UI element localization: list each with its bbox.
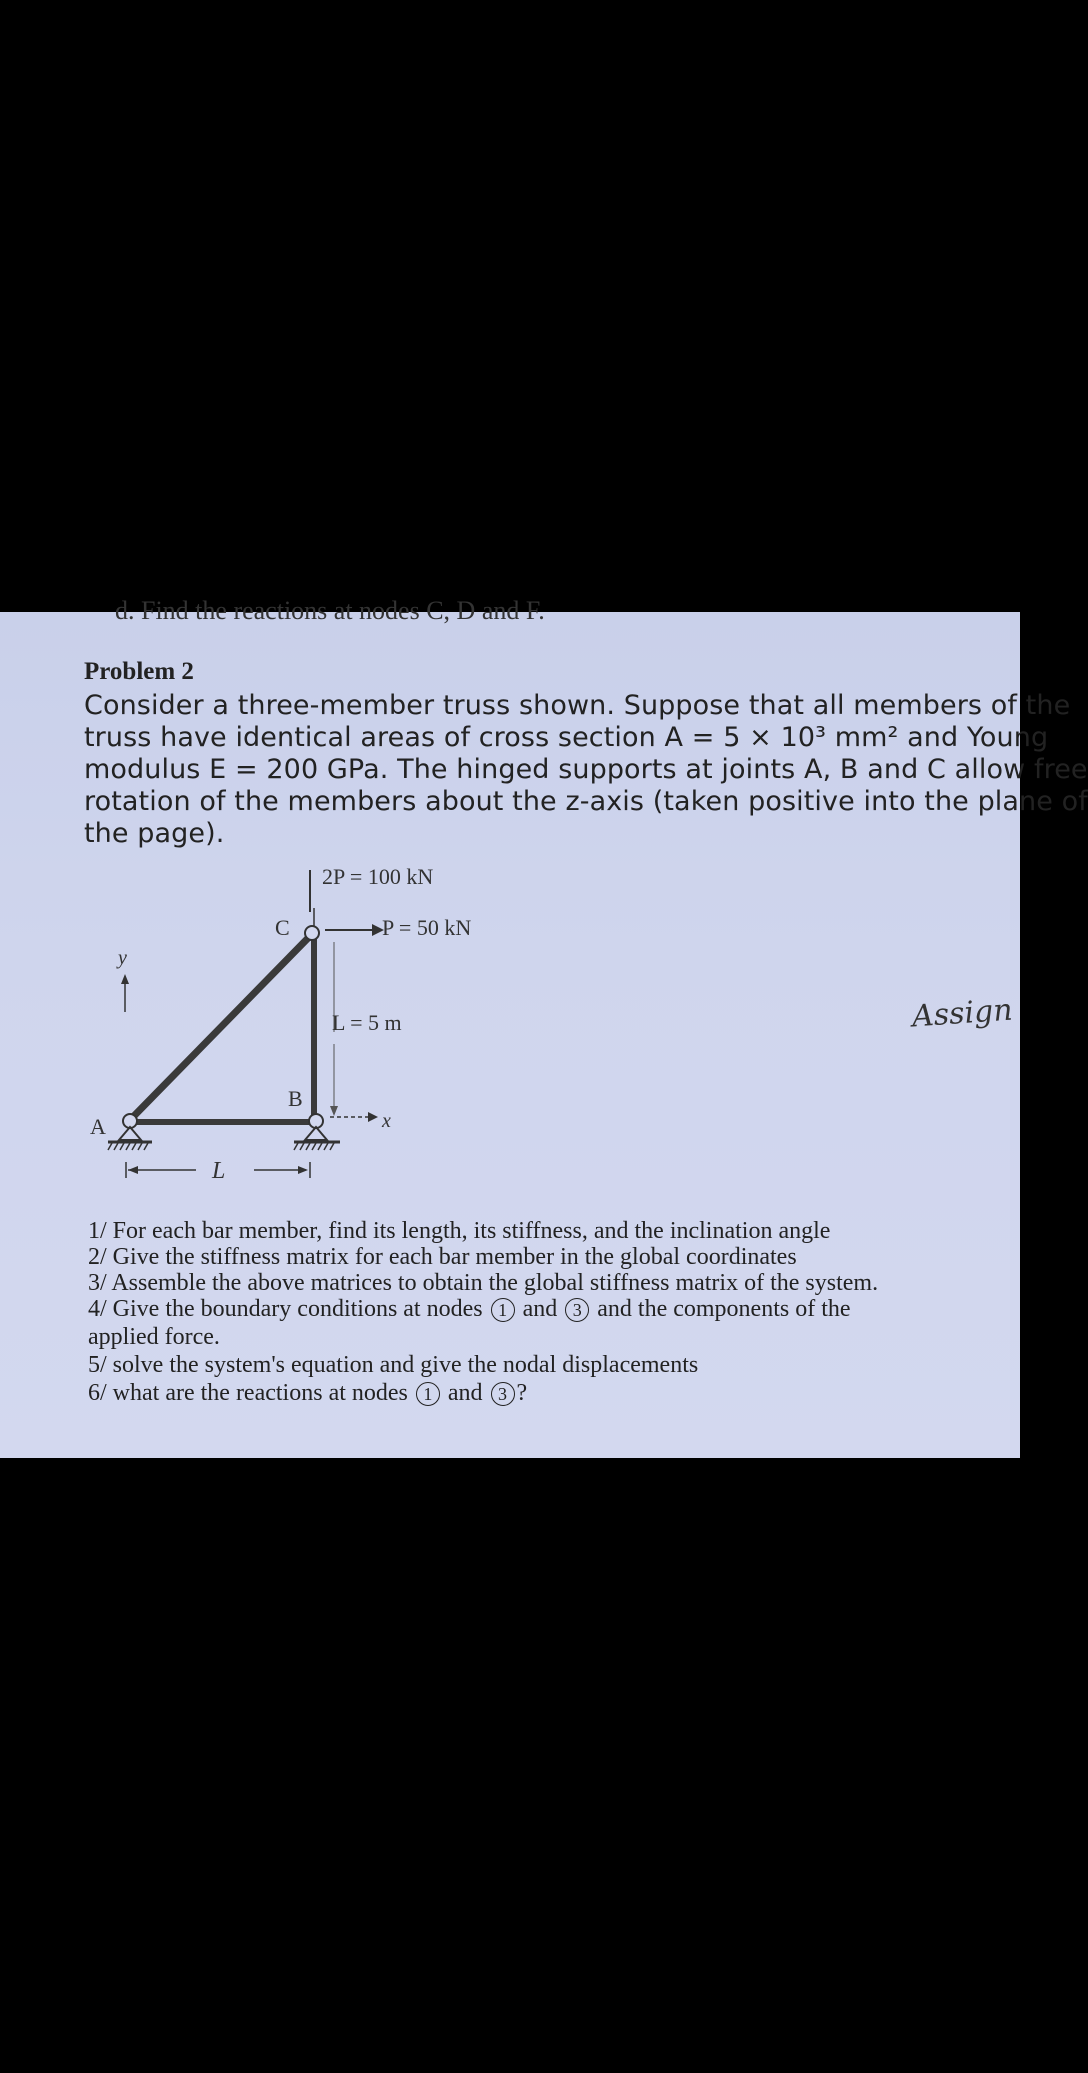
axis-x-arrowhead: [368, 1112, 378, 1122]
dim-vertical-arrowhead: [330, 1106, 338, 1116]
base-length-label: L: [212, 1158, 226, 1184]
handwritten-note: Assign: [910, 992, 1014, 1035]
load-2p-label: 2P = 100 kN: [322, 864, 434, 889]
document-photo: [0, 596, 1088, 1458]
cut-off-heading: d. Find the reactions at nodes C, D and F.: [115, 596, 545, 625]
question-2: 2/ Give the stiffness matrix for each bar member in the global coordinates: [88, 1244, 797, 1270]
axis-y-arrowhead: [121, 974, 129, 984]
ground-a-hatch: [108, 1143, 148, 1150]
node-3-marker-q6: 3: [491, 1382, 515, 1406]
dim-base-arrow-left: [128, 1166, 138, 1174]
dim-base-arrow-right: [298, 1166, 308, 1174]
ground-b-hatch: [294, 1143, 334, 1150]
problem-line-3: modulus E = 200 GPa. The hinged supports at joints A, B and C allow free: [84, 754, 1088, 785]
problem-line-1: Consider a three-member truss shown. Suppose that all members of the: [84, 690, 1071, 721]
joint-c: [305, 926, 319, 940]
question-6-end: ?: [516, 1380, 528, 1406]
question-6-and: and: [447, 1380, 483, 1406]
question-3: 3/ Assemble the above matrices to obtain the global stiffness matrix of the system.: [88, 1270, 879, 1296]
problem-line-4: rotation of the members about the z-axis (taken positive into the plane of: [84, 786, 1088, 817]
question-6: [88, 1380, 527, 1407]
load-p-label: P = 50 kN: [382, 915, 472, 940]
node-b-label: B: [288, 1086, 303, 1111]
question-6-start: 6/ what are the reactions at nodes: [88, 1380, 408, 1406]
node-c-label: C: [275, 915, 290, 940]
problem-title: Problem 2: [84, 658, 194, 685]
problem-line-2: truss have identical areas of cross section A = 5 × 10³ mm² and Young: [84, 722, 1049, 753]
question-4-end: and the components of the: [597, 1296, 851, 1322]
axis-y-label: y: [118, 947, 127, 969]
question-4: [88, 1296, 851, 1323]
node-a-label: A: [90, 1114, 106, 1139]
node-1-marker: 1: [491, 1298, 515, 1322]
axis-x-label: x: [382, 1110, 391, 1132]
member-ac: [130, 934, 312, 1120]
question-4-start: 4/ Give the boundary conditions at nodes: [88, 1296, 483, 1322]
question-4-continued: applied force.: [88, 1324, 220, 1350]
length-label: L = 5 m: [332, 1010, 402, 1035]
question-4-and: and: [522, 1296, 558, 1322]
question-5: 5/ solve the system's equation and give the nodal displacements: [88, 1352, 699, 1378]
question-1: 1/ For each bar member, find its length, its stiffness, and the inclination angle: [88, 1218, 831, 1244]
node-1-marker-q6: 1: [416, 1382, 440, 1406]
node-3-marker: 3: [565, 1298, 589, 1322]
problem-line-5: the page).: [84, 818, 225, 849]
